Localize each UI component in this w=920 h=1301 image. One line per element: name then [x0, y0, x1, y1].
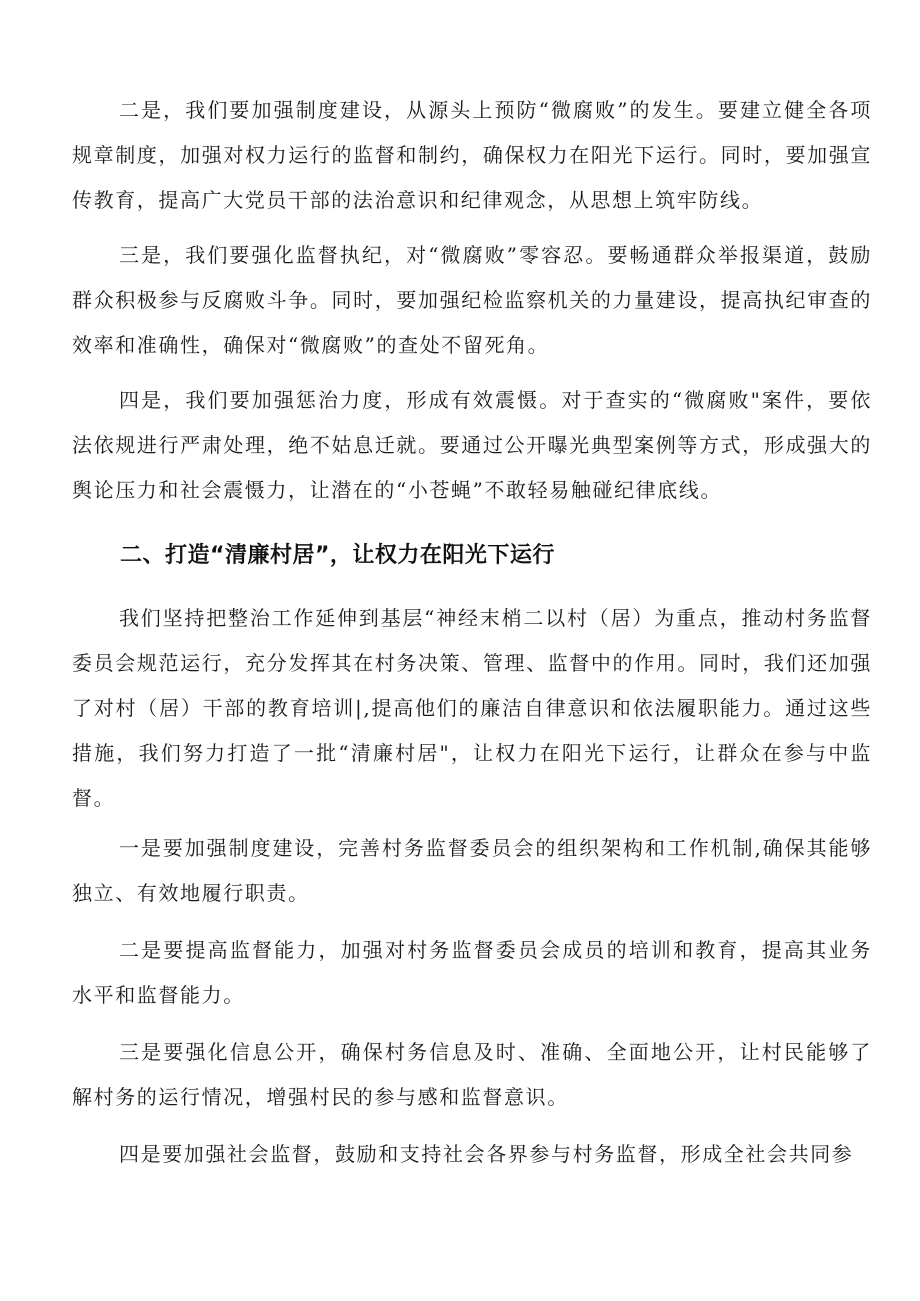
paragraph-item-one: 一是要加强制度建设，完善村务监督委员会的组织架构和工作机制,确保其能够独立、有效地履行职责。: [72, 836, 872, 905]
paragraph-item-two: 二是要提高监督能力，加强对村务监督委员会成员的培训和教育，提高其业务水平和监督能力。: [72, 938, 872, 1007]
paragraph-point-four: 四是，我们要加强惩治力度，形成有效震慑。对于查实的“微腐败"案件，要依法依规进行严肃处理，绝不姑息迁就。要通过公开曝光典型案例等方式，形成强大的舆论压力和社会震慑力，让潜在的“小苍蝇”不敢轻易触碰纪律底线。: [72, 388, 872, 502]
paragraph-item-three: 三是要强化信息公开，确保村务信息及时、准确、全面地公开，让村民能够了解村务的运行情况，增强村民的参与感和监督意识。: [72, 1040, 872, 1109]
paragraph-point-two: 二是，我们要加强制度建设，从源头上预防“微腐败”的发生。要建立健全各项规章制度，加强对权力运行的监督和制约，确保权力在阳光下运行。同时，要加强宣传教育，提高广大党员干部的法治意识和纪律观念，从思想上筑牢防线。: [72, 98, 872, 212]
paragraph-point-three: 三是，我们要强化监督执纪，对“微腐败”零容忍。要畅通群众举报渠道，鼓励群众积极参与反腐败斗争。同时，要加强纪检监察机关的力量建设，提高执纪审查的效率和准确性，确保对“微腐败”的查处不留死角。: [72, 243, 872, 357]
paragraph-item-four: 四是要加强社会监督，鼓励和支持社会各界参与村务监督，形成全社会共同参: [119, 1142, 854, 1166]
section-heading: 二、打造“清廉村居”，让权力在阳光下运行: [120, 543, 555, 568]
paragraph-section-intro: 我们坚持把整治工作延伸到基层“神经末梢二以村（居）为重点，推动村务监督委员会规范运行，充分发挥其在村务决策、管理、监督中的作用。同时，我们还加强了对村（居）干部的教育培训|,提高他们的廉洁自律意识和依法履职能力。通过这些措施，我们努力打造了一批“清廉村居"，让权力在阳光下运行，让群众在参与中监督。: [72, 606, 872, 810]
